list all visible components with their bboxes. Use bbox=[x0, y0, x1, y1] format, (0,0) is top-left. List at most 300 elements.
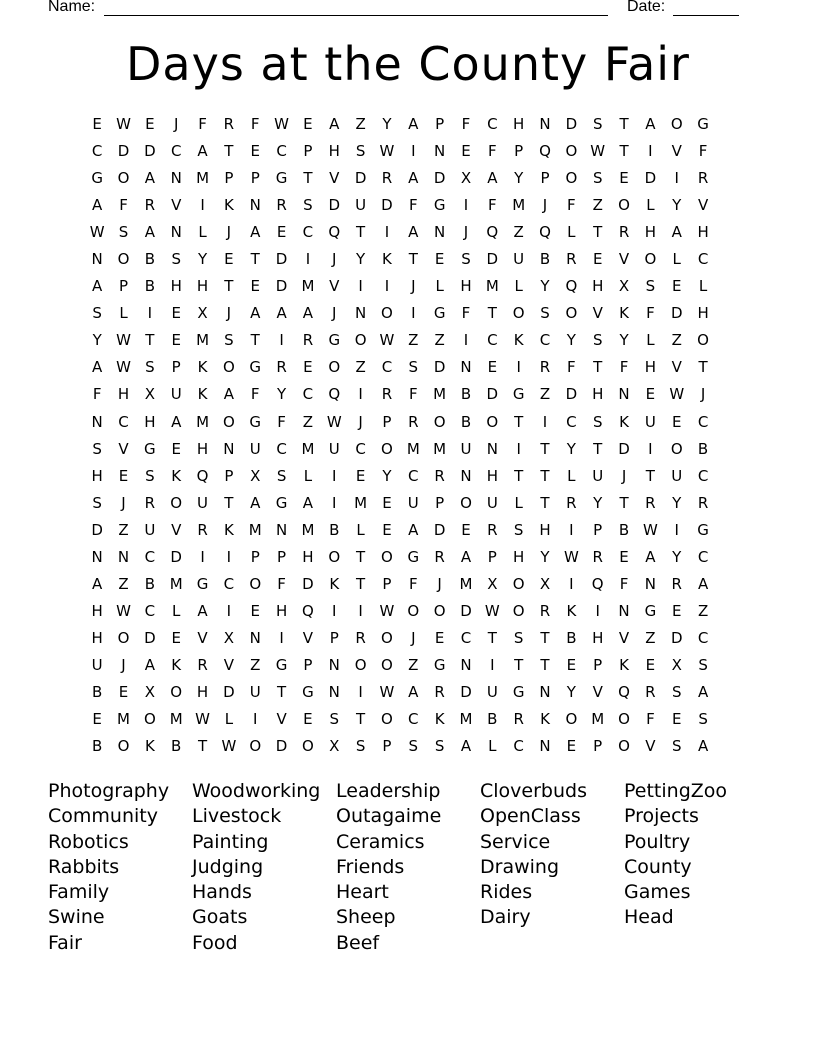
grid-letter: N bbox=[91, 250, 103, 269]
grid-letter: O bbox=[143, 710, 156, 729]
grid-letter: I bbox=[674, 520, 679, 539]
grid-letter: N bbox=[618, 601, 630, 620]
grid-letter: H bbox=[486, 466, 498, 485]
grid-letter: L bbox=[646, 331, 655, 350]
grid-letter: Y bbox=[92, 331, 102, 350]
grid-letter: R bbox=[697, 493, 709, 512]
grid-letter: A bbox=[408, 682, 419, 701]
grid-letter: P bbox=[224, 466, 234, 485]
grid-letter: I bbox=[648, 439, 653, 458]
grid-letter: I bbox=[358, 385, 363, 404]
grid-letter: K bbox=[513, 331, 524, 350]
grid-letter: O bbox=[222, 358, 235, 377]
grid-letter: I bbox=[253, 710, 258, 729]
grid-letter: F bbox=[646, 304, 655, 323]
grid-letter: B bbox=[487, 710, 498, 729]
grid-letter: W bbox=[379, 331, 395, 350]
grid-letter: O bbox=[460, 493, 472, 512]
grid-letter: T bbox=[593, 223, 603, 242]
grid-letter: B bbox=[144, 250, 155, 269]
grid-letter: T bbox=[487, 304, 497, 323]
grid-letter: D bbox=[433, 520, 446, 539]
grid-letter: K bbox=[144, 737, 155, 756]
grid-letter: I bbox=[200, 196, 205, 215]
grid-letter: T bbox=[356, 710, 366, 729]
grid-letter: P bbox=[303, 142, 313, 161]
grid-letter: E bbox=[592, 250, 603, 269]
grid-letter: F bbox=[646, 710, 655, 729]
grid-letter: Y bbox=[540, 547, 550, 566]
grid-letter: X bbox=[144, 385, 155, 404]
grid-letter: B bbox=[171, 737, 182, 756]
grid-letter: T bbox=[540, 655, 550, 674]
grid-letter: H bbox=[196, 682, 209, 701]
grid-letter: V bbox=[118, 439, 129, 458]
grid-letter: C bbox=[697, 412, 709, 431]
grid-letter: Y bbox=[356, 250, 366, 269]
grid-letter: C bbox=[487, 331, 498, 350]
grid-letter: U bbox=[671, 466, 683, 485]
grid-letter: G bbox=[512, 682, 525, 701]
grid-letter: O bbox=[381, 547, 393, 566]
grid-letter: I bbox=[358, 601, 363, 620]
grid-letter: Z bbox=[539, 385, 551, 404]
grid-letter: Z bbox=[434, 331, 445, 350]
grid-letter: U bbox=[644, 412, 656, 431]
grid-letter: I bbox=[147, 304, 153, 323]
grid-letter: W bbox=[116, 601, 131, 620]
grid-letter: Q bbox=[486, 223, 499, 242]
grid-letter: J bbox=[121, 493, 126, 512]
grid-letter: D bbox=[170, 547, 182, 566]
grid-letter: V bbox=[592, 682, 603, 701]
grid-letter: O bbox=[565, 304, 578, 323]
word-bank-item: Judging bbox=[192, 855, 264, 878]
grid-letter: U bbox=[486, 682, 498, 701]
grid-letter: H bbox=[513, 115, 525, 133]
grid-letter: G bbox=[249, 412, 262, 431]
grid-letter: S bbox=[540, 304, 550, 323]
grid-letter: K bbox=[619, 655, 629, 674]
grid-letter: C bbox=[144, 547, 156, 566]
grid-letter: I bbox=[332, 466, 337, 485]
grid-letter: C bbox=[223, 574, 235, 593]
grid-letter: Y bbox=[382, 115, 392, 133]
grid-letter: K bbox=[566, 601, 577, 620]
grid-letter: Z bbox=[118, 574, 129, 593]
grid-letter: X bbox=[250, 466, 261, 485]
word-bank-item: Beef bbox=[336, 931, 380, 954]
grid-letter: D bbox=[381, 196, 393, 215]
grid-letter: Z bbox=[671, 331, 682, 350]
grid-letter: C bbox=[697, 547, 709, 566]
grid-letter: X bbox=[144, 682, 155, 701]
word-bank-item: Livestock bbox=[192, 805, 282, 828]
grid-letter: T bbox=[645, 466, 655, 485]
grid-letter: E bbox=[461, 520, 471, 539]
grid-letter: Y bbox=[540, 277, 550, 296]
grid-letter: W bbox=[379, 682, 395, 701]
grid-letter: M bbox=[459, 574, 473, 593]
grid-letter: S bbox=[145, 466, 155, 485]
grid-letter: F bbox=[488, 142, 497, 161]
grid-letter: A bbox=[144, 169, 155, 188]
grid-letter: S bbox=[645, 277, 656, 296]
word-bank-item: Goats bbox=[192, 906, 248, 929]
grid-letter: M bbox=[301, 277, 315, 296]
grid-letter: Y bbox=[672, 493, 682, 512]
grid-letter: D bbox=[144, 628, 156, 647]
grid-letter: N bbox=[486, 439, 498, 458]
grid-letter: W bbox=[274, 115, 289, 133]
grid-letter: S bbox=[171, 250, 181, 269]
grid-letter: A bbox=[408, 115, 419, 133]
grid-letter: S bbox=[92, 304, 102, 323]
grid-letter: P bbox=[435, 493, 445, 512]
grid-letter: N bbox=[223, 439, 235, 458]
grid-letter: N bbox=[170, 169, 182, 188]
grid-letter: T bbox=[487, 628, 497, 647]
word-bank-item: Photography bbox=[48, 780, 170, 802]
grid-letter: N bbox=[618, 385, 630, 404]
grid-letter: J bbox=[437, 574, 442, 593]
grid-letter: L bbox=[698, 277, 708, 296]
grid-letter: W bbox=[669, 385, 685, 404]
grid-letter: U bbox=[460, 439, 472, 458]
grid-letter: C bbox=[302, 223, 314, 242]
grid-letter: R bbox=[144, 493, 156, 512]
grid-letter: B bbox=[92, 682, 103, 701]
grid-letter: I bbox=[463, 331, 469, 350]
grid-letter: Q bbox=[328, 385, 341, 404]
grid-letter: O bbox=[249, 574, 262, 593]
grid-letter: D bbox=[644, 169, 657, 188]
grid-letter: T bbox=[276, 682, 287, 701]
grid-letter: A bbox=[460, 547, 472, 566]
grid-letter: E bbox=[92, 710, 102, 729]
grid-letter: O bbox=[618, 196, 630, 215]
name-label: Name: bbox=[48, 0, 96, 15]
grid-letter: B bbox=[329, 520, 340, 539]
grid-letter: F bbox=[567, 358, 576, 377]
word-bank-item: Rabbits bbox=[48, 855, 120, 878]
grid-letter: N bbox=[539, 737, 551, 756]
grid-letter: R bbox=[434, 466, 445, 485]
grid-letter: T bbox=[514, 412, 524, 431]
grid-letter: N bbox=[460, 466, 472, 485]
grid-letter: R bbox=[566, 250, 577, 269]
grid-letter: H bbox=[644, 358, 657, 377]
grid-letter: Q bbox=[618, 682, 630, 701]
grid-letter: Z bbox=[250, 655, 261, 674]
worksheet-header bbox=[48, 0, 740, 20]
grid-letter: I bbox=[648, 142, 653, 161]
grid-letter: E bbox=[250, 277, 260, 296]
grid-letter: J bbox=[700, 385, 706, 404]
word-bank-column bbox=[192, 779, 336, 956]
grid-letter: R bbox=[355, 628, 366, 647]
grid-letter: O bbox=[565, 710, 578, 729]
grid-letter: F bbox=[277, 412, 286, 431]
grid-letter: O bbox=[381, 710, 393, 729]
grid-letter: M bbox=[196, 412, 210, 431]
grid-letter: A bbox=[697, 574, 709, 593]
grid-letter: Q bbox=[539, 142, 551, 161]
grid-letter: I bbox=[490, 655, 495, 674]
grid-letter: O bbox=[670, 439, 683, 458]
grid-letter: A bbox=[645, 115, 656, 133]
grid-letter: J bbox=[332, 250, 337, 269]
grid-letter: T bbox=[619, 115, 629, 133]
grid-letter: K bbox=[223, 196, 234, 215]
grid-letter: D bbox=[433, 169, 446, 188]
grid-letter: Z bbox=[408, 331, 419, 350]
grid-letter: T bbox=[356, 574, 366, 593]
grid-letter: S bbox=[145, 358, 155, 377]
grid-letter: I bbox=[279, 628, 284, 647]
grid-letter: N bbox=[170, 223, 182, 242]
grid-letter: Y bbox=[276, 385, 287, 404]
grid-letter: G bbox=[275, 169, 288, 188]
grid-letter: S bbox=[698, 655, 708, 674]
grid-letter: S bbox=[592, 115, 603, 133]
grid-letter: T bbox=[224, 493, 234, 512]
grid-letter: R bbox=[197, 655, 208, 674]
grid-letter: A bbox=[697, 682, 709, 701]
grid-letter: C bbox=[697, 250, 709, 269]
grid-letter: P bbox=[382, 412, 392, 431]
grid-letter: P bbox=[540, 169, 550, 188]
grid-letter: G bbox=[407, 547, 420, 566]
grid-letter: R bbox=[513, 710, 524, 729]
grid-letter: O bbox=[670, 115, 683, 133]
word-bank-item: Service bbox=[480, 830, 551, 853]
grid-letter: A bbox=[487, 169, 498, 188]
grid-letter: S bbox=[434, 737, 445, 756]
grid-letter: E bbox=[250, 142, 260, 161]
grid-letter: V bbox=[671, 358, 682, 377]
grid-letter: S bbox=[671, 737, 682, 756]
grid-letter: A bbox=[144, 655, 155, 674]
grid-letter: R bbox=[302, 331, 314, 350]
grid-letter: I bbox=[569, 574, 574, 593]
grid-letter: J bbox=[173, 115, 179, 133]
grid-letter: H bbox=[91, 601, 103, 620]
grid-letter: O bbox=[170, 493, 183, 512]
grid-letter: N bbox=[328, 655, 340, 674]
grid-letter: U bbox=[355, 196, 367, 215]
grid-letter: O bbox=[117, 169, 130, 188]
grid-letter: C bbox=[170, 142, 182, 161]
grid-letter: K bbox=[197, 358, 208, 377]
grid-letter: Q bbox=[539, 223, 551, 242]
grid-letter: O bbox=[381, 439, 393, 458]
grid-letter: C bbox=[487, 115, 498, 133]
grid-letter: J bbox=[463, 223, 469, 242]
grid-letter: O bbox=[407, 601, 420, 620]
grid-letter: W bbox=[116, 358, 131, 377]
grid-letter: R bbox=[618, 223, 630, 242]
grid-letter: W bbox=[221, 737, 237, 756]
grid-letter: U bbox=[170, 385, 182, 404]
grid-letter: M bbox=[485, 277, 499, 296]
grid-letter: O bbox=[512, 574, 525, 593]
grid-letter: T bbox=[540, 493, 550, 512]
grid-letter: T bbox=[224, 277, 234, 296]
grid-letter: B bbox=[539, 250, 551, 269]
grid-letter: R bbox=[539, 601, 551, 620]
grid-letter: A bbox=[92, 277, 103, 296]
grid-letter: F bbox=[250, 385, 260, 404]
grid-letter: E bbox=[303, 710, 313, 729]
grid-letter: G bbox=[302, 682, 314, 701]
grid-letter: M bbox=[459, 710, 473, 729]
grid-letter: C bbox=[408, 710, 419, 729]
grid-letter: A bbox=[460, 737, 472, 756]
grid-letter: V bbox=[618, 250, 630, 269]
grid-letter: M bbox=[169, 710, 183, 729]
grid-letter: E bbox=[671, 412, 682, 431]
grid-letter: T bbox=[250, 331, 260, 350]
grid-letter: Q bbox=[328, 223, 341, 242]
grid-letter: A bbox=[92, 196, 103, 215]
grid-letter: V bbox=[592, 304, 603, 323]
grid-letter: S bbox=[592, 169, 603, 188]
grid-letter: A bbox=[697, 737, 709, 756]
grid-letter: S bbox=[355, 142, 366, 161]
grid-letter: S bbox=[592, 412, 603, 431]
grid-letter: O bbox=[644, 250, 657, 269]
grid-letter: H bbox=[697, 304, 709, 323]
grid-letter: M bbox=[248, 520, 262, 539]
grid-letter: F bbox=[250, 115, 260, 133]
grid-letter: N bbox=[249, 196, 261, 215]
grid-letter: B bbox=[144, 574, 155, 593]
grid-letter: F bbox=[619, 358, 629, 377]
grid-letter: W bbox=[379, 601, 395, 620]
grid-letter: I bbox=[595, 601, 600, 620]
grid-letter: R bbox=[434, 682, 445, 701]
grid-letter: O bbox=[618, 710, 630, 729]
grid-letter: L bbox=[172, 601, 181, 620]
grid-letter: S bbox=[592, 331, 603, 350]
grid-letter: K bbox=[434, 710, 445, 729]
grid-letter: G bbox=[697, 520, 709, 539]
grid-letter: V bbox=[329, 169, 340, 188]
grid-letter: P bbox=[171, 358, 181, 377]
grid-letter: Z bbox=[592, 196, 603, 215]
grid-letter: J bbox=[358, 412, 363, 431]
grid-letter: D bbox=[565, 115, 578, 133]
grid-letter: F bbox=[461, 304, 471, 323]
grid-letter: I bbox=[384, 277, 390, 296]
grid-letter: I bbox=[674, 169, 679, 188]
grid-letter: P bbox=[118, 277, 129, 296]
grid-letter: F bbox=[488, 196, 497, 215]
grid-letter: A bbox=[92, 358, 103, 377]
grid-letter: R bbox=[592, 547, 603, 566]
grid-letter: A bbox=[250, 493, 261, 512]
grid-letter: I bbox=[226, 601, 232, 620]
grid-letter: N bbox=[91, 412, 103, 431]
grid-letter: R bbox=[566, 493, 577, 512]
grid-letter: G bbox=[433, 655, 446, 674]
page-title: Days at the County Fair bbox=[126, 37, 690, 91]
grid-letter: U bbox=[486, 493, 498, 512]
word-bank-item: Poultry bbox=[624, 830, 691, 853]
grid-letter: Y bbox=[197, 250, 208, 269]
grid-letter: E bbox=[145, 115, 155, 133]
grid-letter: H bbox=[196, 439, 209, 458]
grid-letter: M bbox=[196, 169, 210, 188]
grid-letter: X bbox=[223, 628, 235, 647]
grid-letter: E bbox=[645, 385, 656, 404]
grid-letter: R bbox=[276, 358, 287, 377]
grid-letter: S bbox=[513, 628, 524, 647]
grid-letter: V bbox=[329, 277, 340, 296]
grid-letter: A bbox=[223, 385, 235, 404]
grid-letter: F bbox=[92, 385, 102, 404]
grid-letter: S bbox=[92, 439, 102, 458]
word-bank-item: Community bbox=[48, 805, 158, 828]
grid-letter: L bbox=[356, 520, 365, 539]
grid-letter: C bbox=[91, 142, 103, 161]
grid-letter: I bbox=[516, 439, 521, 458]
grid-letter: Y bbox=[672, 547, 682, 566]
grid-letter: G bbox=[433, 304, 446, 323]
grid-letter: W bbox=[89, 223, 105, 242]
grid-letter: P bbox=[435, 115, 445, 133]
grid-letter: R bbox=[539, 358, 551, 377]
grid-letter: H bbox=[91, 628, 103, 647]
grid-letter: U bbox=[328, 439, 340, 458]
grid-letter: O bbox=[222, 412, 235, 431]
grid-letter: C bbox=[697, 628, 709, 647]
grid-letter: P bbox=[593, 655, 603, 674]
grid-letter: T bbox=[619, 142, 629, 161]
grid-letter: N bbox=[539, 682, 551, 701]
grid-letter: M bbox=[433, 385, 447, 404]
grid-letter: U bbox=[592, 466, 604, 485]
grid-letter: U bbox=[91, 655, 103, 674]
grid-letter: O bbox=[354, 655, 367, 674]
grid-letter: D bbox=[223, 682, 235, 701]
grid-letter: W bbox=[642, 520, 658, 539]
grid-letter: J bbox=[332, 304, 337, 323]
grid-letter: J bbox=[121, 655, 126, 674]
grid-letter: H bbox=[196, 277, 209, 296]
grid-letter: P bbox=[329, 628, 339, 647]
grid-letter: Y bbox=[566, 439, 576, 458]
grid-letter: B bbox=[460, 385, 472, 404]
grid-letter: H bbox=[592, 385, 604, 404]
grid-letter: X bbox=[197, 304, 208, 323]
grid-letter: D bbox=[354, 169, 367, 188]
grid-letter: M bbox=[433, 439, 447, 458]
grid-letter: O bbox=[565, 142, 578, 161]
grid-letter: D bbox=[565, 385, 578, 404]
grid-letter: L bbox=[198, 223, 207, 242]
grid-letter: O bbox=[328, 547, 341, 566]
word-bank-item: Woodworking bbox=[192, 780, 321, 802]
grid-letter: G bbox=[275, 493, 288, 512]
grid-letter: O bbox=[618, 737, 630, 756]
grid-letter: L bbox=[119, 304, 128, 323]
word-bank-item: Swine bbox=[48, 906, 105, 929]
grid-letter: J bbox=[542, 196, 548, 215]
grid-letter: O bbox=[328, 358, 341, 377]
grid-letter: P bbox=[382, 737, 392, 756]
